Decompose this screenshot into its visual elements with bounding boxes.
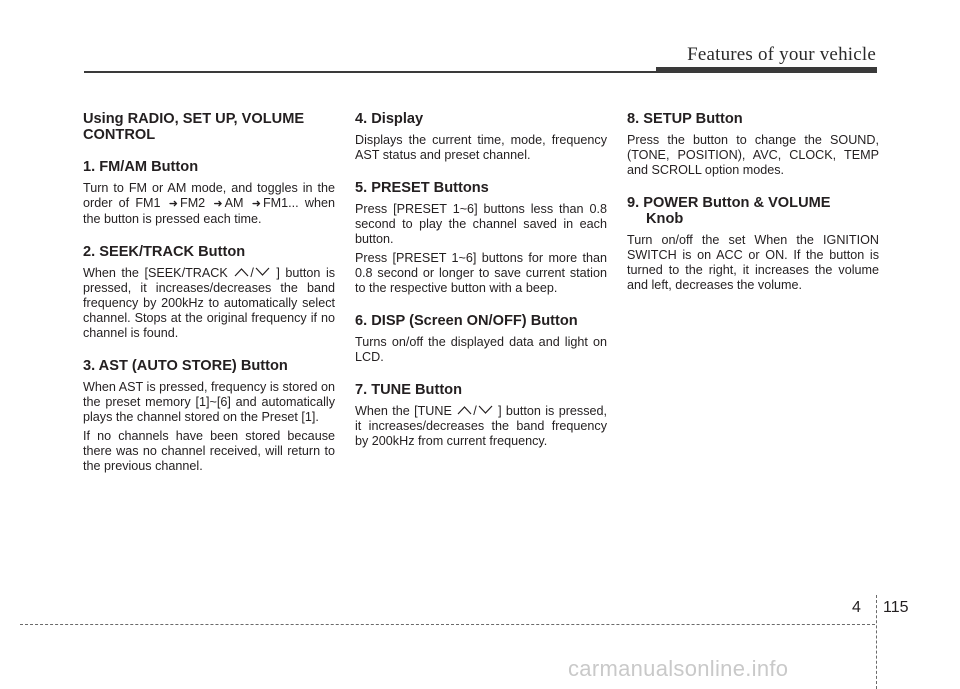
column-right	[627, 111, 879, 310]
section-body: Press [PRESET 1~6] buttons for more than 0.8 second or longer to save current station to the respective button with a beep.	[355, 251, 607, 295]
section-body: Press [PRESET 1~6] buttons less than 0.8 second to play the channel saved in each button.	[355, 202, 607, 246]
section-title: 4. Display	[355, 111, 424, 127]
section-body: Turns on/off the displayed data and light on LCD.	[355, 335, 607, 364]
section-title-line: 9. POWER Button & VOLUME	[627, 195, 831, 211]
column-middle	[355, 111, 607, 466]
chevron-down-icon	[255, 267, 270, 277]
page-number: 115	[883, 599, 909, 616]
body-text: When the [TUNE	[355, 404, 452, 418]
header-rule-accent	[656, 67, 877, 73]
body-text: ] button is pressed, it increases/decreases the band frequency by 200kHz to automatically select channel. Stops at the original frequency if no channel is found.	[83, 266, 336, 340]
section-title-line: Knob	[646, 211, 684, 227]
section-body: If no channels have been stored because there was no channel received, will return to the previous channel.	[83, 429, 335, 473]
section-body: Turn on/off the set When the IGNITION SWITCH is on ACC or ON. If the button is turned to the right, it increases the volume and left, decreases the volume.	[627, 233, 879, 292]
section-title: 6. DISP (Screen ON/OFF) Button	[355, 313, 578, 329]
section-title: 7. TUNE Button	[355, 382, 463, 398]
watermark: carmanualsonline.info	[568, 656, 789, 681]
section-body: Press the button to change the SOUND, (TONE, POSITION), AVC, CLOCK, TEMP and SCROLL option modes.	[627, 133, 879, 177]
section-display	[355, 111, 607, 163]
section-tune	[355, 382, 607, 449]
body-text: AM	[224, 196, 244, 210]
arrow-right-icon: ➜	[168, 198, 178, 210]
chapter-number: 4	[852, 599, 861, 616]
section-title: 8. SETUP Button	[627, 111, 743, 127]
section-body	[355, 404, 607, 449]
footer-vertical-divider	[876, 595, 877, 689]
section-ast	[83, 358, 335, 474]
column-left	[83, 111, 335, 491]
section-seek-track	[83, 244, 335, 341]
section-fm-am	[83, 159, 335, 227]
arrow-right-icon: ➜	[251, 198, 261, 210]
body-text: When the [SEEK/TRACK	[83, 266, 228, 280]
section-body	[83, 181, 335, 227]
section-body	[83, 266, 335, 341]
section-title	[627, 195, 879, 227]
page-heading: Using RADIO, SET UP, VOLUME CONTROL	[83, 111, 305, 143]
section-body: Displays the current time, mode, frequency AST status and preset channel.	[355, 133, 607, 162]
section-body: When AST is pressed, frequency is stored on the preset memory [1]~[6] and automatically plays the channel stored on the Preset [1].	[83, 380, 335, 424]
section-header-title: Features of your vehicle	[687, 44, 876, 65]
body-text: ] button is pressed, it increases/decreases the band frequency by 200kHz from current frequency.	[355, 404, 607, 448]
body-text: Turn to FM or AM mode, and toggles in the order of FM1	[83, 181, 335, 210]
section-title: 1. FM/AM Button	[83, 159, 199, 175]
separator-text: /	[473, 404, 477, 418]
body-text: when the button is pressed each time.	[83, 196, 336, 226]
section-title: 2. SEEK/TRACK Button	[83, 244, 246, 260]
section-disp	[355, 313, 607, 365]
chevron-down-icon	[478, 405, 493, 415]
section-title: 3. AST (AUTO STORE) Button	[83, 358, 288, 374]
section-preset	[355, 180, 607, 296]
body-text: FM1...	[262, 196, 299, 210]
section-power-volume	[627, 195, 879, 293]
chevron-up-icon	[457, 405, 472, 415]
header-rule	[84, 71, 656, 73]
chevron-up-icon	[234, 267, 249, 277]
footer-divider	[20, 624, 875, 625]
body-text: FM2	[180, 196, 206, 210]
section-setup	[627, 111, 879, 178]
arrow-right-icon: ➜	[213, 198, 223, 210]
section-title: 5. PRESET Buttons	[355, 180, 489, 196]
separator-text: /	[250, 266, 254, 280]
